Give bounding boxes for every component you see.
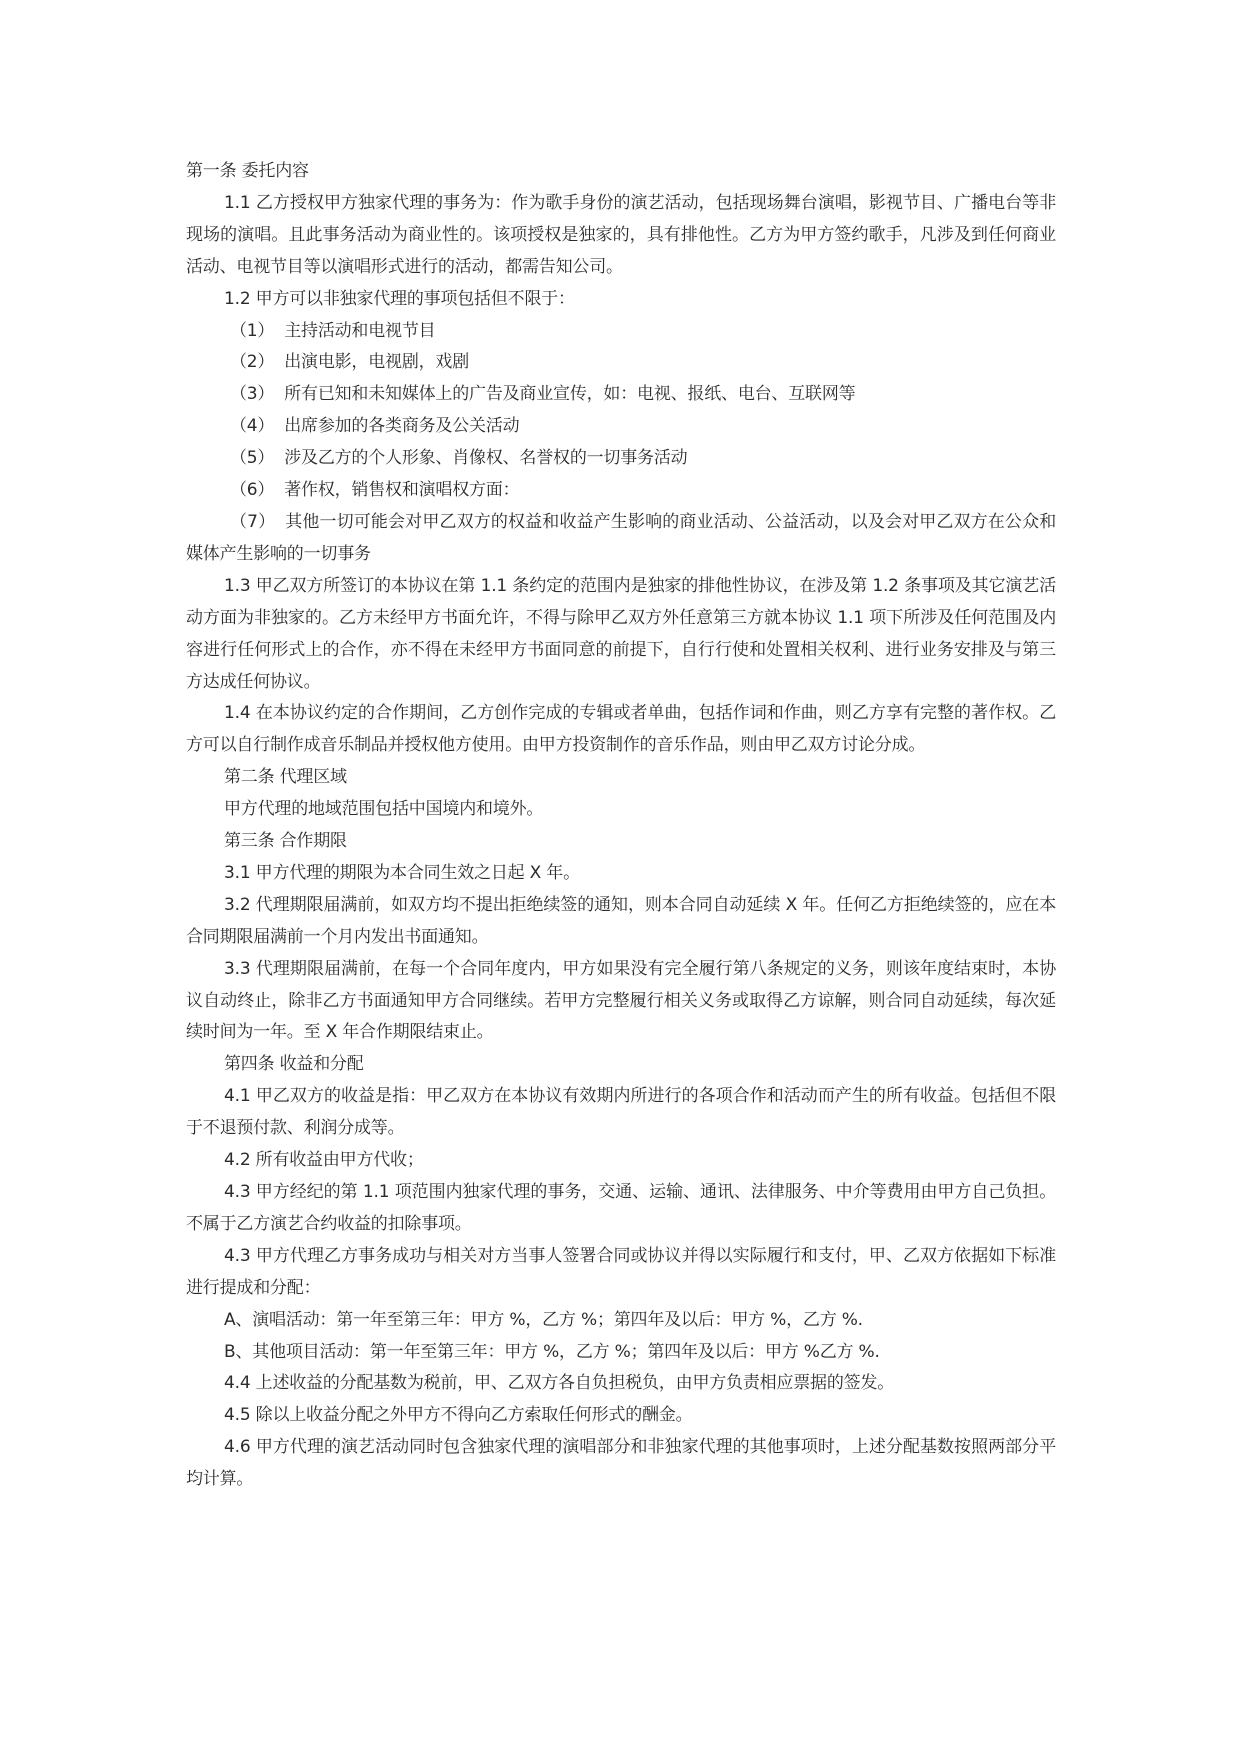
clause-4-2: 4.2 所有收益由甲方代收；: [224, 1150, 424, 1171]
clause-4-6: 4.6 甲方代理的演艺活动同时包含独家代理的演唱部分和非独家代理的其他事项时，上述分配基数按照两部分平均计算。: [186, 1437, 1056, 1490]
contract-page: [186, 156, 1056, 1496]
clause-4-3b: 4.3 甲方代理乙方事务成功与相关对方当事人签署合同或协议并得以实际履行和支付，甲、乙双方依据如下标准进行提成和分配：: [186, 1245, 1056, 1298]
list-text: 著作权，销售权和演唱权方面：: [284, 480, 520, 501]
list-number: （7）: [230, 511, 276, 532]
list-text: 涉及乙方的个人形象、肖像权、名誉权的一切事务活动: [284, 448, 688, 469]
clause-1-2: 1.2 甲方可以非独家代理的事项包括但不限于：: [224, 288, 575, 309]
item-a-concert: A、演唱活动：第一年至第三年：甲方 %，乙方 %；第四年及以后：甲方 %，乙方 %.: [224, 1309, 863, 1330]
list-text: 出演电影，电视剧，戏剧: [284, 352, 470, 373]
clause-4-4: 4.4 上述收益的分配基数为税前，甲、乙双方各自负担税负，由甲方负责相应票据的签发。: [224, 1373, 895, 1394]
article-2-heading: 第二条 代理区域: [224, 767, 347, 788]
list-number: （2）: [230, 352, 275, 373]
list-item-3: [186, 379, 1056, 411]
list-text: 所有已知和未知媒体上的广告及商业宣传，如：电视、报纸、电台、互联网等: [284, 384, 856, 405]
clause-1-3: 1.3 甲乙双方所签订的本协议在第 1.1 条约定的范围内是独家的排他性协议，在涉及第 1.2 条事项及其它演艺活动方面为非独家的。乙方未经甲方书面允许，不得与除甲乙双方外任意第三方就本协议 1.1 项下所涉及任何范围及内容进行任何形式上的合作，亦不得在未经甲方书面同意的前提下，自行行使和处置相关权利、进行业务安排及与第三方达成任何协议。: [186, 575, 1056, 692]
list-item-7: [186, 507, 1056, 571]
list-text: 主持活动和电视节目: [284, 320, 436, 341]
clause-4-5: 4.5 除以上收益分配之外甲方不得向乙方索取任何形式的酬金。: [224, 1405, 693, 1426]
list-item-5: [186, 443, 1056, 475]
article-1-heading: 第一条 委托内容: [186, 161, 309, 181]
clause-4-3a: 4.3 甲方经纪的第 1.1 项范围内独家代理的事务，交通、运输、通讯、法律服务、中介等费用由甲方自己负担。不属于乙方演艺合约收益的扣除事项。: [186, 1182, 1056, 1234]
list-number: （3）: [230, 384, 275, 405]
list-item-4: [186, 411, 1056, 443]
list-item-1: [186, 316, 1056, 348]
article-2-text: 甲方代理的地域范围包括中国境内和境外。: [224, 799, 544, 820]
item-b-other: B、其他项目活动：第一年至第三年：甲方 %，乙方 %；第四年及以后：甲方 %乙方 %.: [224, 1341, 880, 1362]
list-number: （6）: [230, 480, 275, 501]
clause-3-2: 3.2 代理期限届满前，如双方均不提出拒绝续签的通知，则本合同自动延续 X 年。任何乙方拒绝续签的，应在本合同期限届满前一个月内发出书面通知。: [186, 894, 1056, 947]
clause-3-1: 3.1 甲方代理的期限为本合同生效之日起 X 年。: [224, 862, 580, 883]
list-number: （5）: [230, 448, 275, 469]
list-text: 出席参加的各类商务及公关活动: [284, 416, 520, 437]
list-number: （4）: [230, 416, 275, 437]
clause-1-4: 1.4 在本协议约定的合作期间，乙方创作完成的专辑或者单曲，包括作词和作曲，则乙方享有完整的著作权。乙方可以自行制作成音乐制品并授权他方使用。由甲方投资制作的音乐作品，则由甲乙双方讨论分成。: [186, 703, 1056, 756]
clause-4-1: 4.1 甲乙双方的收益是指：甲乙双方在本协议有效期内所进行的各项合作和活动而产生的所有收益。包括但不限于不退预付款、利润分成等。: [186, 1086, 1056, 1139]
article-3-heading: 第三条 合作期限: [224, 831, 347, 852]
clause-3-3: 3.3 代理期限届满前，在每一个合同年度内，甲方如果没有完全履行第八条规定的义务，则该年度结束时，本协议自动终止，除非乙方书面通知甲方合同继续。若甲方完整履行相关义务或取得乙方谅解，则合同自动延续，每次延续时间为一年。至 X 年合作期限结束止。: [186, 958, 1056, 1043]
list-item-2: [186, 347, 1056, 379]
list-text: 其他一切可能会对甲乙双方的权益和收益产生影响的商业活动、公益活动，以及会对甲乙双方在公众和媒体产生影响的一切事务: [186, 511, 1057, 564]
list-number: （1）: [230, 320, 275, 341]
clause-1-1: 1.1 乙方授权甲方独家代理的事务为：作为歌手身份的演艺活动，包括现场舞台演唱，影视节目、广播电台等非现场的演唱。且此事务活动为商业性的。该项授权是独家的，具有排他性。乙方为甲方签约歌手，凡涉及到任何商业活动、电视节目等以演唱形式进行的活动，都需告知公司。: [186, 192, 1056, 277]
article-4-heading: 第四条 收益和分配: [224, 1054, 364, 1075]
list-item-6: [186, 475, 1056, 507]
